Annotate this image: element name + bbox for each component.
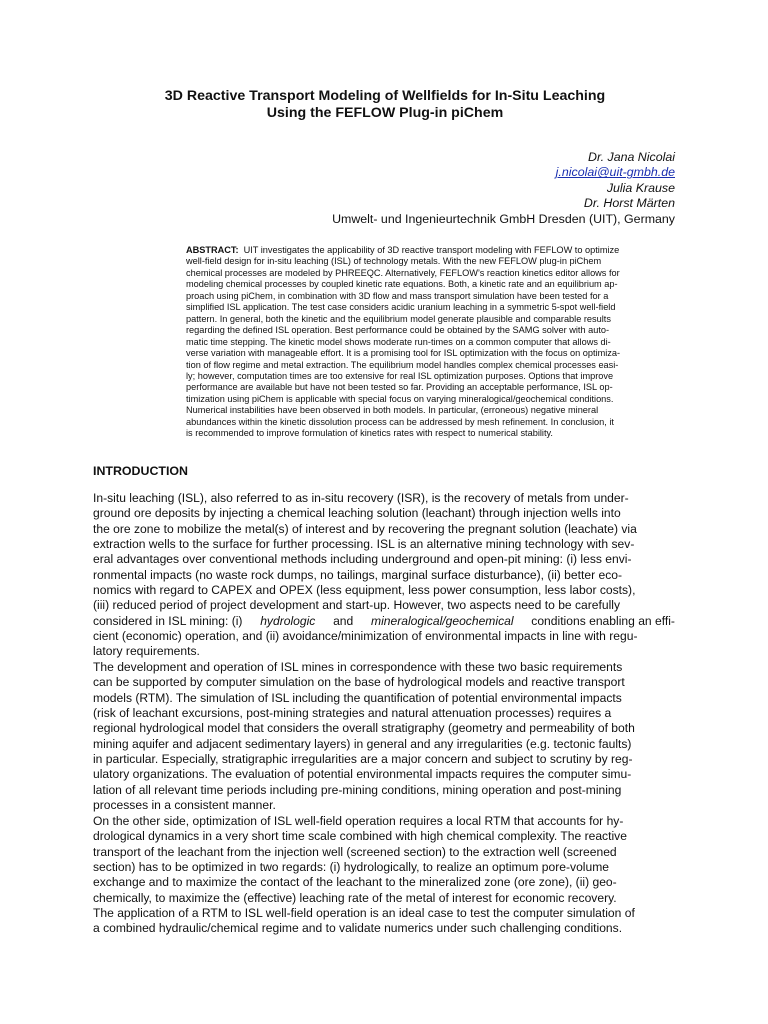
text-line: The application of a RTM to ISL well-field operation is an ideal case to test the computer simulation of xyxy=(93,906,635,921)
author-affiliation: Umwelt- und Ingenieurtechnik GmbH Dresden (UIT), Germany xyxy=(332,211,675,226)
paper-title xyxy=(94,88,676,122)
text-line: ground ore deposits by injecting a chemical leaching solution (leachant) through injection wells into xyxy=(93,506,621,521)
text-line: a combined hydraulic/chemical regime and to validate numerics under such challenging conditions. xyxy=(93,921,623,936)
abstract-line: abundances within the kinetic dissolution process can be addressed by mesh refinement. In conclusion, it xyxy=(186,416,614,427)
emphasis-hydrologic: hydrologic xyxy=(260,613,316,628)
text-line: section) has to be optimized in two regards: (i) hydrologically, to realize an optimum pore-volume xyxy=(93,860,610,875)
paragraph xyxy=(93,660,675,813)
text-line: chemically, to maximize the (effective) leaching rate of the metal of interest for economic recovery. xyxy=(93,890,617,905)
section-heading: INTRODUCTION xyxy=(93,464,188,478)
author-name: Julia Krause xyxy=(606,180,675,195)
text-line: (risk of leachant excursions, post-mining strategies and natural attenuation processes) requires a xyxy=(93,706,612,721)
text-line: models (RTM). The simulation of ISL including the quantification of potential environmental impacts xyxy=(93,690,622,705)
text-line: extraction wells to the surface for further processing. ISL is an alternative mining technology with sev- xyxy=(93,537,635,552)
text-line: transport of the leachant from the injection well (screened section) to the extraction well (screened xyxy=(93,844,617,859)
text-line: exchange and to maximize the contact of the leachant to the mineralized zone (ore zone), (ii) geo- xyxy=(93,875,617,890)
text-line: considered in ISL mining: (i) hydrologic and mineralogical/geochemical conditions enabling an effi- xyxy=(93,613,675,628)
abstract-line: regarding the defined ISL operation. Best performance could be obtained by the SAMG solver with auto- xyxy=(186,325,610,336)
author-email-link[interactable]: j.nicolai@uit-gmbh.de xyxy=(555,165,675,180)
text-line: cient (economic) operation, and (ii) avoidance/minimization of environmental impacts in line with regu- xyxy=(93,629,638,644)
abstract-line: timization using piChem is applicable with special focus on varying mineralogical/geochemical conditions. xyxy=(186,393,614,404)
text-line: On the other side, optimization of ISL well-field operation requires a local RTM that accounts for hy- xyxy=(93,814,624,828)
text-line: regional hydrological model that considers the overall stratigraphy (geometry and permeability of both xyxy=(93,721,635,736)
text-line: drological dynamics in a very short time scale combined with high chemical complexity. The reactive xyxy=(93,829,627,844)
abstract-line: chemical processes are modeled by PHREEQC. Alternatively, FEFLOW’s reaction kinetics editor allows for xyxy=(186,267,620,278)
abstract-line: ABSTRACT: UIT investigates the applicability of 3D reactive transport modeling with FEFLOW to optimize xyxy=(186,245,620,255)
text-line: lation of all relevant time periods including pre-mining conditions, mining operation and post-mining xyxy=(93,782,622,797)
abstract-line: proach using piChem, in combination with 3D flow and mass transport simulation have been tested for a xyxy=(186,290,609,301)
text-line: in particular. Especially, stratigraphic irregularities are a major concern and subject to scrutiny by reg- xyxy=(93,752,633,767)
abstract-line: pattern. In general, both the kinetic and the equilibrium model generate plausible and comparable results xyxy=(186,313,611,324)
author-name: Dr. Jana Nicolai xyxy=(588,150,675,164)
text-line: can be supported by computer simulation on the base of hydrological models and reactive transport xyxy=(93,675,625,690)
title-line: 3D Reactive Transport Modeling of Wellfields for In-Situ Leaching xyxy=(164,88,606,104)
text-line: eral advantages over conventional methods including underground and open-pit mining: (i) less envi- xyxy=(93,552,632,567)
author-name: Dr. Horst Märten xyxy=(583,196,675,211)
author-block xyxy=(115,150,675,227)
text-line: In-situ leaching (ISL), also referred to as in-situ recovery (ISR), is the recovery of metals from under- xyxy=(93,491,629,505)
paragraph xyxy=(93,491,675,660)
abstract-line: tion of flow regime and metal extraction. The equilibrium model handles complex chemical processes easi- xyxy=(186,359,619,370)
text-line: ronmental impacts (no waste rock dumps, no tailings, marginal surface disturbance), (ii) better eco- xyxy=(93,567,622,582)
abstract xyxy=(186,245,676,440)
text-line: ulatory organizations. The evaluation of potential environmental impacts requires the computer simu- xyxy=(93,767,632,782)
abstract-line: simplified ISL application. The test case considers acidic uranium leaching in a symmetric 5-spot well-field xyxy=(186,302,616,313)
text-line: (iii) reduced period of project development and start-up. However, two aspects need to be carefully xyxy=(93,598,621,613)
abstract-line: ly; however, computation times are too extensive for real ISL optimization purposes. Options that improve xyxy=(186,370,614,381)
emphasis-mineralogical: mineralogical/geochemical xyxy=(371,613,514,628)
paragraph xyxy=(93,814,675,937)
abstract-line: Numerical instabilities have been observed in both models. In particular, (erroneous) negative mineral xyxy=(186,405,599,416)
title-line: Using the FEFLOW Plug-in piChem xyxy=(266,105,504,121)
abstract-line: well-field design for in-situ leaching (ISL) of technology metals. With the new FEFLOW plug-in piChem xyxy=(186,256,602,267)
text-line: the ore zone to mobilize the metal(s) of interest and by recovering the pregnant solution (leachate) via xyxy=(93,521,637,536)
text-line: processes in a consistent manner. xyxy=(93,798,276,813)
abstract-line: is recommended to improve formulation of kinetics rates with respect to numerical stability. xyxy=(186,428,553,439)
text-line: mining aquifer and adjacent sedimentary layers) in general and any irregularities (e.g. tectonic faults) xyxy=(93,736,632,751)
text-line: nomics with regard to CAPEX and OPEX (less equipment, less power consumption, less labor costs), xyxy=(93,583,636,598)
abstract-line: verse variation with manageable effort. It is a promising tool for ISL optimization with the focus on optimiza- xyxy=(186,348,621,359)
abstract-line: matic time stepping. The kinetic model shows moderate run-times on a common computer that allows di- xyxy=(186,336,611,347)
abstract-line: performance are available but have not been tested so far. Providing an acceptable performance, ISL op- xyxy=(186,382,613,393)
abstract-label: ABSTRACT: xyxy=(186,245,239,255)
text-line: latory requirements. xyxy=(93,644,200,659)
text-line: The development and operation of ISL mines in correspondence with these two basic requirements xyxy=(93,660,623,674)
abstract-line: modeling chemical processes by coupled kinetic rate equations. Both, a kinetic rate and an equilibrium ap- xyxy=(186,279,618,290)
